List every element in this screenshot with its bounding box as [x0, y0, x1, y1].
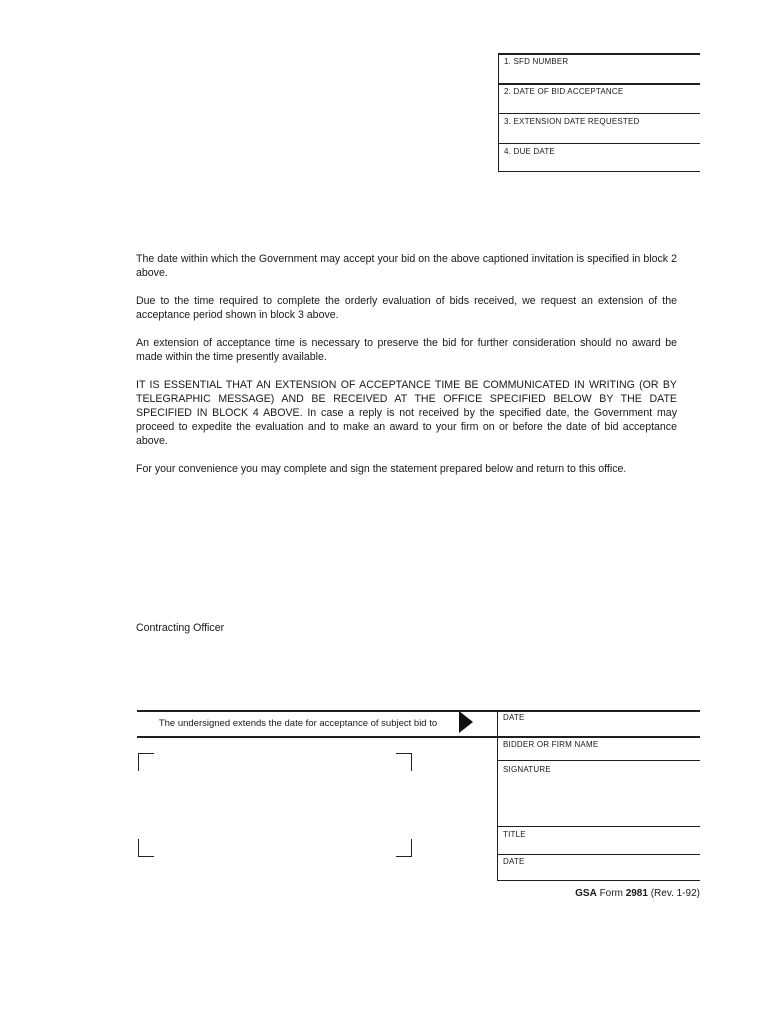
response-date-field[interactable]: [498, 722, 700, 735]
form-number: 2981: [625, 888, 648, 899]
response-date-2-label: DATE: [503, 857, 525, 866]
address-window[interactable]: [155, 772, 395, 837]
extension-date-field[interactable]: [499, 126, 699, 142]
address-window-corner-bottom-right: [396, 839, 412, 857]
signature-label: SIGNATURE: [503, 765, 551, 774]
response-table-line: [497, 826, 700, 827]
sfd-number-field[interactable]: [499, 66, 699, 82]
form-revision: (Rev. 1-92): [647, 888, 700, 899]
response-table-line: [497, 760, 700, 761]
response-date-2-field[interactable]: [498, 866, 700, 879]
form-agency: GSA: [575, 888, 597, 899]
header-box-line: [498, 171, 700, 172]
extension-date-label: 3. EXTENSION DATE REQUESTED: [504, 117, 640, 126]
bidder-firm-name-label: BIDDER OR FIRM NAME: [503, 740, 599, 749]
bidder-firm-name-field[interactable]: [498, 749, 700, 759]
address-window-corner-top-left: [138, 753, 154, 771]
letter-paragraph: For your convenience you may complete and sign the statement prepared below and return to this office.: [136, 463, 627, 475]
header-box-line: [498, 53, 700, 55]
sfd-number-label: 1. SFD NUMBER: [504, 57, 569, 66]
bid-acceptance-date-label: 2. DATE OF BID ACCEPTANCE: [504, 87, 624, 96]
form-word: Form: [596, 888, 626, 899]
header-box-line: [498, 143, 700, 144]
letter-paragraph: Due to the time required to complete the orderly evaluation of bids received, we request an extension of the acceptance period shown in block 3 above.: [136, 295, 677, 321]
signature-field[interactable]: [498, 775, 700, 825]
extension-statement: The undersigned extends the date for acceptance of subject bid to: [158, 717, 438, 729]
address-window-corner-bottom-left: [138, 839, 154, 857]
title-label: TITLE: [503, 830, 526, 839]
title-field[interactable]: [498, 839, 700, 853]
arrow-right-icon: [459, 711, 473, 733]
form-identifier: [430, 888, 700, 899]
letter-paragraph: The date within which the Government may accept your bid on the above captioned invitation is specified in block 2 above.: [136, 253, 677, 279]
address-window-corner-top-right: [396, 753, 412, 771]
response-table-line: [137, 736, 700, 738]
letter-paragraph: An extension of acceptance time is necessary to preserve the bid for further consideration should no award be made within the time presently available.: [136, 337, 677, 363]
response-date-label: DATE: [503, 713, 525, 722]
contracting-officer-label: Contracting Officer: [136, 622, 225, 634]
header-box-line: [498, 113, 700, 114]
letter-paragraph: IT IS ESSENTIAL THAT AN EXTENSION OF ACCEPTANCE TIME BE COMMUNICATED IN WRITING (OR BY TELEGRAPHIC MESSAGE) AND BE RECEIVED AT THE OFFICE SPECIFIED BELOW BY THE DATE SPECIFIED IN BLOCK 4 ABOVE. In case a reply is not received by the specified date, the Government may proceed to expedite the evaluation and to make an award to your firm on or before the date of bid acceptance above.: [136, 379, 677, 447]
response-table-line: [497, 854, 700, 855]
due-date-field[interactable]: [499, 156, 699, 170]
header-box-line: [498, 83, 700, 85]
response-table-line: [497, 880, 700, 881]
letter-body: [136, 252, 677, 490]
bid-acceptance-date-field[interactable]: [499, 96, 699, 112]
due-date-label: 4. DUE DATE: [504, 147, 555, 156]
